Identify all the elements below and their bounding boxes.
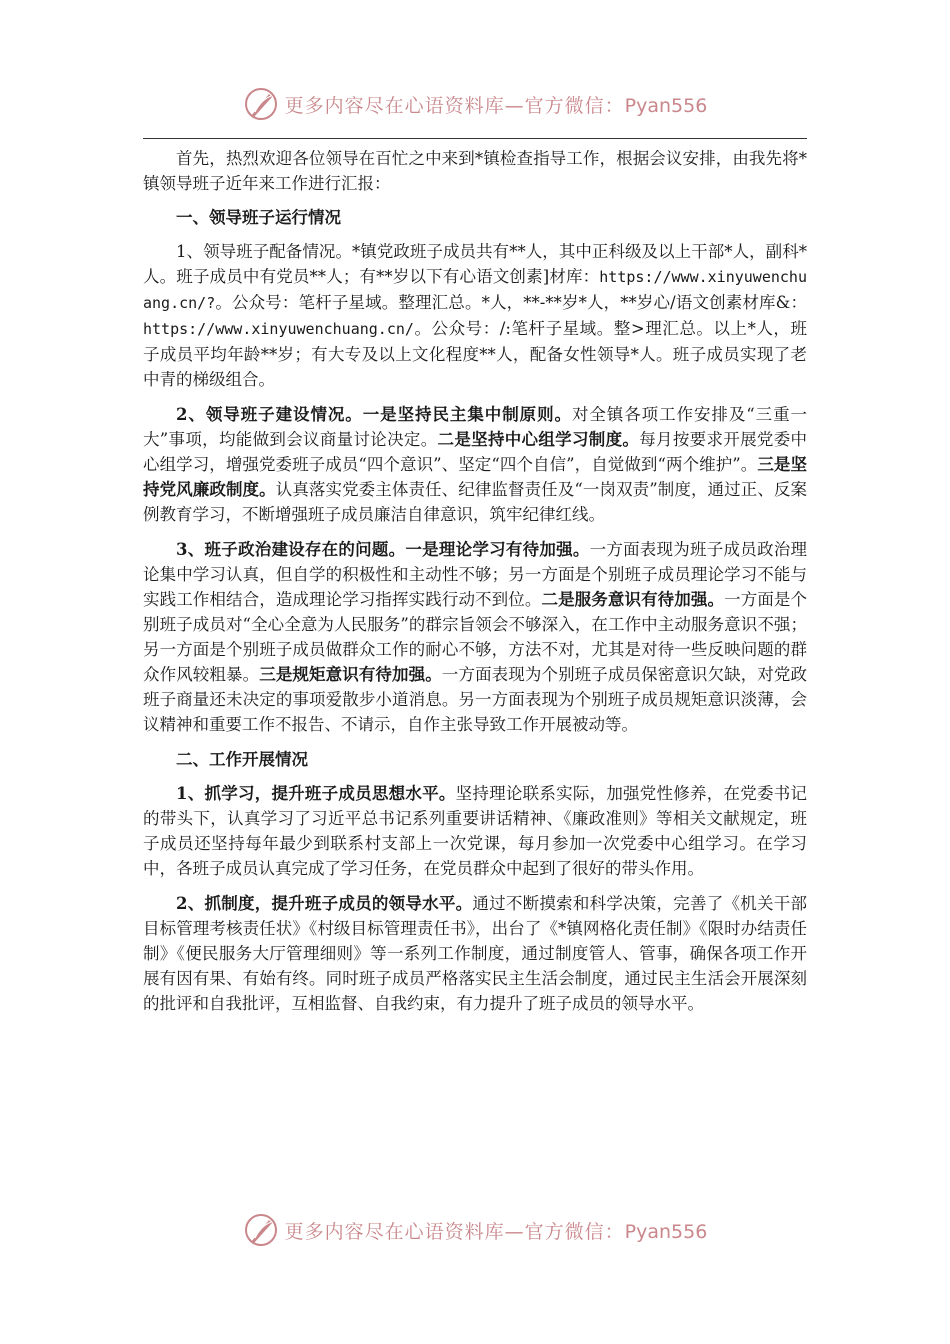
banner-text: 更多内容尽在心语资料库—官方微信：Pyan556 bbox=[284, 94, 708, 117]
intro-paragraph: 首先，热烈欢迎各位领导在百忙之中来到*镇检查指导工作，根据会议安排，由我先将*镇领导班子近年来工作进行汇报： bbox=[143, 149, 807, 193]
url-text-1: https://www.xinyuwenchuang.cn/? bbox=[143, 268, 807, 312]
quill-logo-icon bbox=[243, 86, 279, 122]
quill-logo-icon bbox=[243, 1212, 279, 1248]
section-heading-1: 一、领导班子运行情况 bbox=[176, 208, 341, 227]
banner-text: 更多内容尽在心语资料库—官方微信：Pyan556 bbox=[284, 1220, 708, 1243]
paragraph-system: 2、抓制度，提升班子成员的领导水平。通过不断摸索和科学决策，完善了《机关干部目标管理考核责任状》《村级目标管理责任书》，出台了《*镇网格化责任制》《限时办结责任制》《便民服务大厅管理细则》等一系列工作制度，通过制度管人、管事，确保各项工作开展有因有果、有始有终。同时班子成员严格落实民主生活会制度，通过民主生活会开展深刻的批评和自我批评，互相监督、自我约束，有力提升了班子成员的领导水平。 bbox=[143, 894, 808, 1013]
header-rule bbox=[143, 138, 807, 139]
paragraph-team-composition: 1、领导班子配备情况。*镇党政班子成员共有**人，其中正科级及以上干部*人，副科*人。班子成员中有党员**人；有**岁以下有心语文创素]材库：https://www.xinyuwenchuang.cn/?。公众号：笔杆子星域。整理汇总。*人，**-**岁*人，**岁心/语文创素材库&：https://www.xinyuwenchuang.cn/。公众号：/:笔杆子星域。整>理汇总。以上*人，班子成员平均年龄**岁；有大专及以上文化程度**人，配备女性领导*人。班子成员实现了老中青的梯级组合。 bbox=[143, 242, 807, 389]
paragraph-team-building: 2、领导班子建设情况。一是坚持民主集中制原则。对全镇各项工作安排及“三重一大”事项，均能做到会议商量讨论决定。二是坚持中心组学习制度。每月按要求开展党委中心组学习，增强党委班子成员“四个意识”、坚定“四个自信”，自觉做到“两个维护”。三是坚持党风廉政制度。认真落实党委主体责任、纪律监督责任及“一岗双责”制度，通过正、反案例教育学习，不断增强班子成员廉洁自律意识，筑牢纪律红线。 bbox=[143, 405, 808, 524]
header-banner bbox=[0, 84, 950, 124]
url-text-2: https://www.xinyuwenchuang.cn/ bbox=[143, 320, 414, 338]
document-body bbox=[143, 146, 807, 1026]
paragraph-problems: 3、班子政治建设存在的问题。一是理论学习有待加强。一方面表现为班子成员政治理论集中学习认真，但自学的积极性和主动性不够；另一方面是个别班子成员理论学习不能与实践工作相结合，造成理论学习指挥实践行动不到位。二是服务意识有待加强。一方面是个别班子成员对“全心全意为人民服务”的群宗旨领会不够深入，在工作中主动服务意识不强；另一方面是个别班子成员做群众工作的耐心不够，方法不对，尤其是对待一些反映问题的群众作风较粗暴。三是规矩意识有待加强。一方面表现为个别班子成员保密意识欠缺，对党政班子商量还未决定的事项爱散步小道消息。另一方面表现为个别班子成员规矩意识淡薄，会议精神和重要工作不报告、不请示，自作主张导致工作开展被动等。 bbox=[143, 540, 808, 734]
paragraph-study: 1、抓学习，提升班子成员思想水平。坚持理论联系实际，加强党性修养，在党委书记的带头下，认真学习了习近平总书记系列重要讲话精神、《廉政准则》等相关文献规定，班子成员还坚持每年最少到联系村支部上一次党课，每月参加一次党委中心组学习。在学习中，各班子成员认真完成了学习任务，在党员群众中起到了很好的带头作用。 bbox=[143, 784, 807, 878]
section-heading-2: 二、工作开展情况 bbox=[176, 750, 308, 769]
footer-banner bbox=[0, 1210, 950, 1250]
